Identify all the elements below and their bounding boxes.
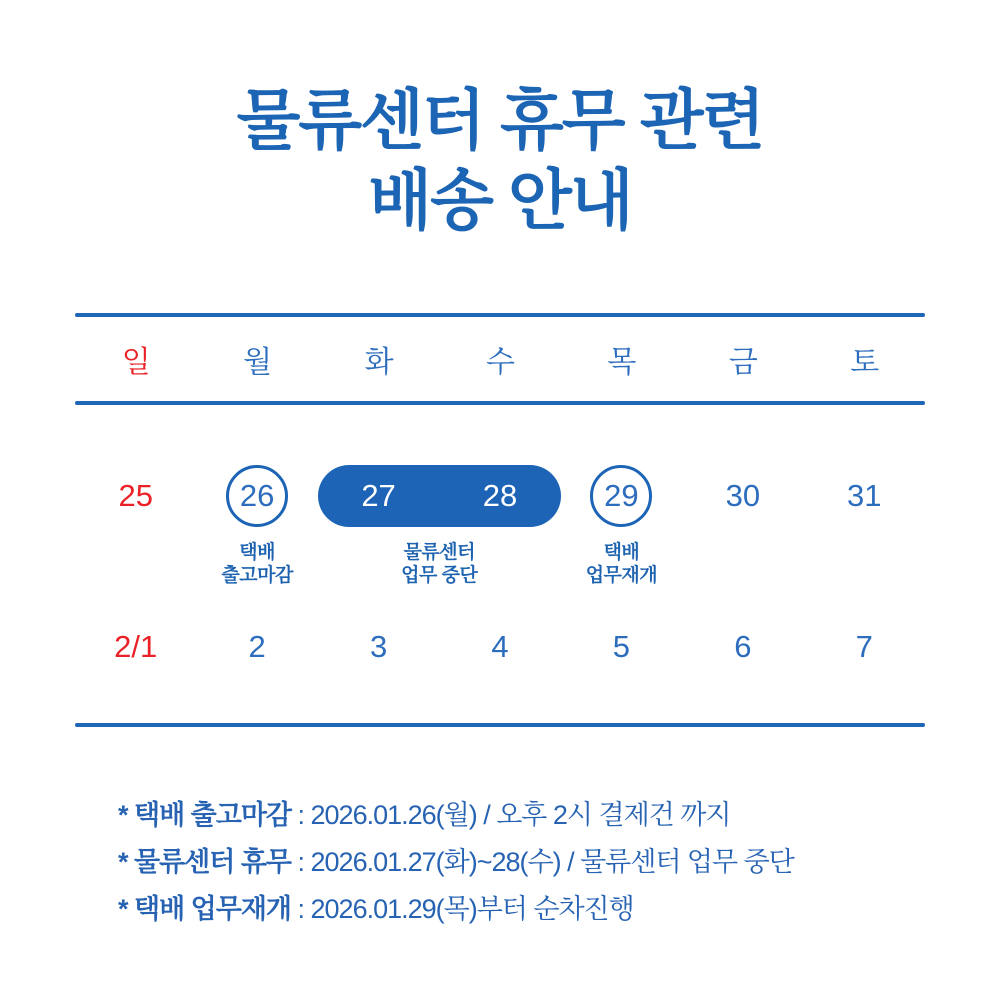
annotation-shipping-deadline [196, 541, 317, 587]
date-cell-feb-3: 3 [369, 629, 388, 664]
annotation-center-closed-line-1: 물류센터 [403, 542, 475, 563]
date-cell-25: 25 [118, 478, 153, 513]
calendar-week-2 [75, 627, 925, 667]
note-center-holiday [118, 839, 940, 886]
page-title [0, 80, 1000, 240]
annotations-row [75, 541, 925, 587]
date-cell-feb-6: 6 [734, 629, 752, 664]
annotation-work-resume [561, 541, 682, 587]
note-center-holiday-label: * 물류센터 휴무 [118, 847, 292, 877]
date-cell-31: 31 [847, 478, 882, 513]
date-cell-27: 27 [361, 478, 396, 513]
weekday-sunday: 일 [121, 346, 150, 379]
note-work-resume-label: * 택배 업무재개 [118, 894, 292, 924]
annotation-work-resume-line-2: 업무재개 [585, 565, 658, 586]
page-title-line-2: 배송 안내 [368, 163, 632, 237]
weekday-thursday: 목 [607, 346, 636, 379]
weekday-tuesday: 화 [364, 346, 393, 379]
notes-section [118, 792, 940, 933]
divider-middle [75, 401, 925, 405]
weekday-friday: 금 [728, 346, 757, 379]
date-cell-29 [561, 465, 682, 527]
annotation-work-resume-line-1: 택배 [603, 542, 640, 563]
date-cell-feb-4: 4 [491, 629, 509, 664]
weekday-saturday: 토 [850, 346, 879, 379]
note-center-holiday-text: : 2026.01.27(화)~28(수) / 물류센터 업무 중단 [291, 847, 794, 877]
date-cell-30: 30 [725, 478, 761, 513]
note-shipping-deadline [118, 792, 940, 839]
date-cell-feb-1: 2/1 [114, 629, 158, 664]
calendar [75, 313, 925, 727]
divider-bottom [75, 723, 925, 727]
annotation-center-closed [318, 541, 561, 587]
note-work-resume [118, 886, 940, 933]
weekday-monday: 월 [243, 346, 272, 379]
circle-badge-29: 29 [590, 465, 652, 527]
page-title-line-1: 물류센터 휴무 관련 [236, 83, 764, 157]
note-work-resume-text: : 2026.01.29(목)부터 순차진행 [291, 894, 634, 924]
weekday-header-row [75, 317, 925, 401]
date-cell-feb-7: 7 [855, 629, 873, 664]
date-cell-feb-2: 2 [248, 629, 266, 664]
note-shipping-deadline-label: * 택배 출고마감 [118, 800, 292, 830]
closure-pill [318, 465, 561, 527]
annotation-shipping-deadline-line-1: 택배 [239, 542, 275, 563]
date-cell-26 [196, 465, 317, 527]
weekday-wednesday: 수 [486, 346, 514, 379]
note-shipping-deadline-text: : 2026.01.26(월) / 오후 2시 결제건 까지 [291, 800, 731, 830]
annotation-shipping-deadline-line-2: 출고마감 [221, 565, 293, 586]
circle-badge-26: 26 [226, 465, 288, 527]
date-cell-28: 28 [482, 478, 518, 513]
calendar-week-1 [75, 465, 925, 527]
annotation-center-closed-line-2: 업무 중단 [401, 565, 478, 586]
date-cell-feb-5: 5 [612, 629, 631, 664]
